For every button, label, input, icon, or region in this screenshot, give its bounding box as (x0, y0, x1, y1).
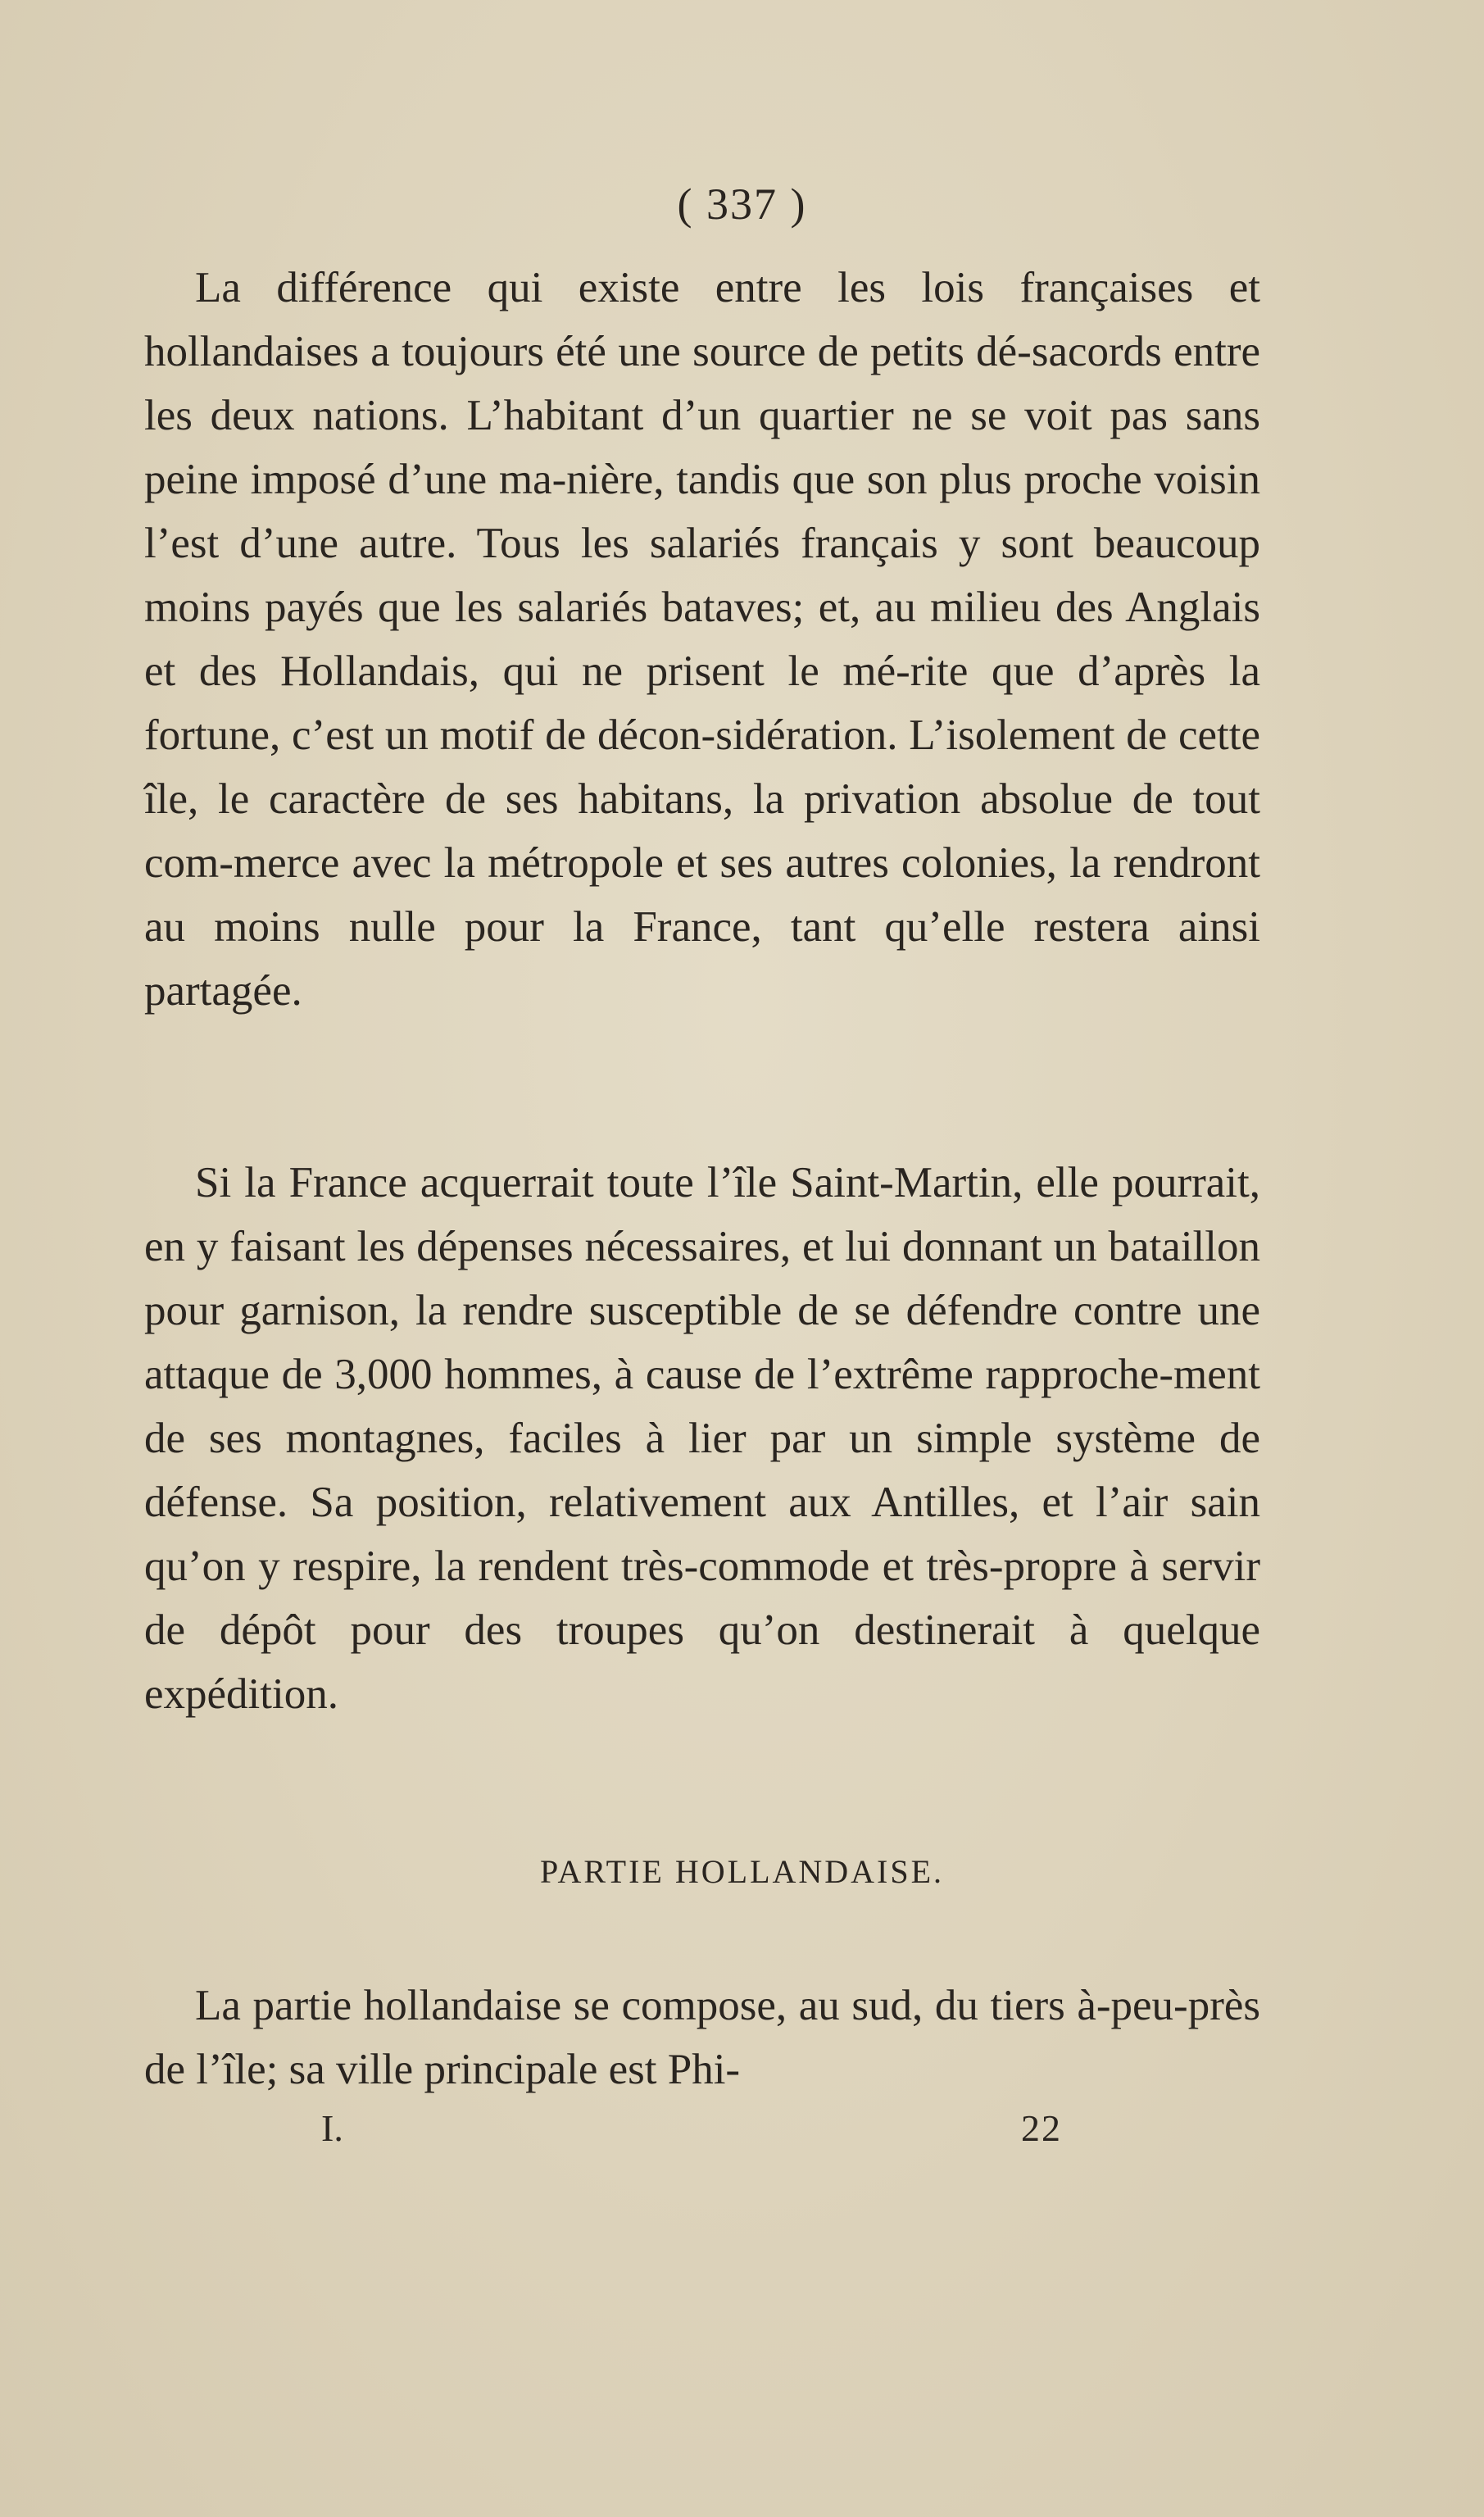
signature-mark-left: I. (321, 2107, 343, 2149)
paragraph-text: Si la France acquerrait toute l’île Saint-Martin, elle pourrait, en y faisant les dépenses nécessaires, et lui donnant un bataillon pour garnison, la rendre susceptible de se défendre contre une attaque de 3,000 hommes, à cause de l’extrême rapproche-ment de ses montagnes, faciles à lier par un simple système de défense. Sa position, relativement aux Antilles, et l’air sain qu’on y respire, la rendent très-commode et très-propre à servir de dépôt pour des troupes qu’on destinerait à quelque expédition. (144, 1159, 1260, 1718)
paragraph-1 (144, 256, 1260, 1023)
paragraph-text: La différence qui existe entre les lois françaises et hollandaises a toujours été une source de petits dé-sacords entre les deux nations. L’habitant d’un quartier ne se voit pas sans peine imposé d’une ma-nière, tandis que son plus proche voisin l’est d’une autre. Tous les salariés français y sont beaucoup moins payés que les salariés bataves; et, au milieu des Anglais et des Hollandais, qui ne prisent le mé-rite que d’après la fortune, c’est un motif de décon-sidération. L’isolement de cette île, le caractère de ses habitans, la privation absolue de tout com-merce avec la métropole et ses autres colonies, la rendront au moins nulle pour la France, tant qu’elle restera ainsi partagée. (144, 264, 1260, 1015)
signature-footer (0, 2106, 1484, 2164)
paragraph-2 (144, 1151, 1260, 1726)
signature-mark-right: 22 (1021, 2107, 1062, 2149)
page-number: ( 337 ) (677, 179, 807, 229)
paragraph-text: La partie hollandaise se compose, au sud, du tiers à-peu-près de l’île; sa ville principale est Phi- (144, 1982, 1260, 2093)
section-heading: PARTIE HOLLANDAISE. (539, 1853, 945, 1890)
paragraph-3 (144, 1974, 1260, 2101)
